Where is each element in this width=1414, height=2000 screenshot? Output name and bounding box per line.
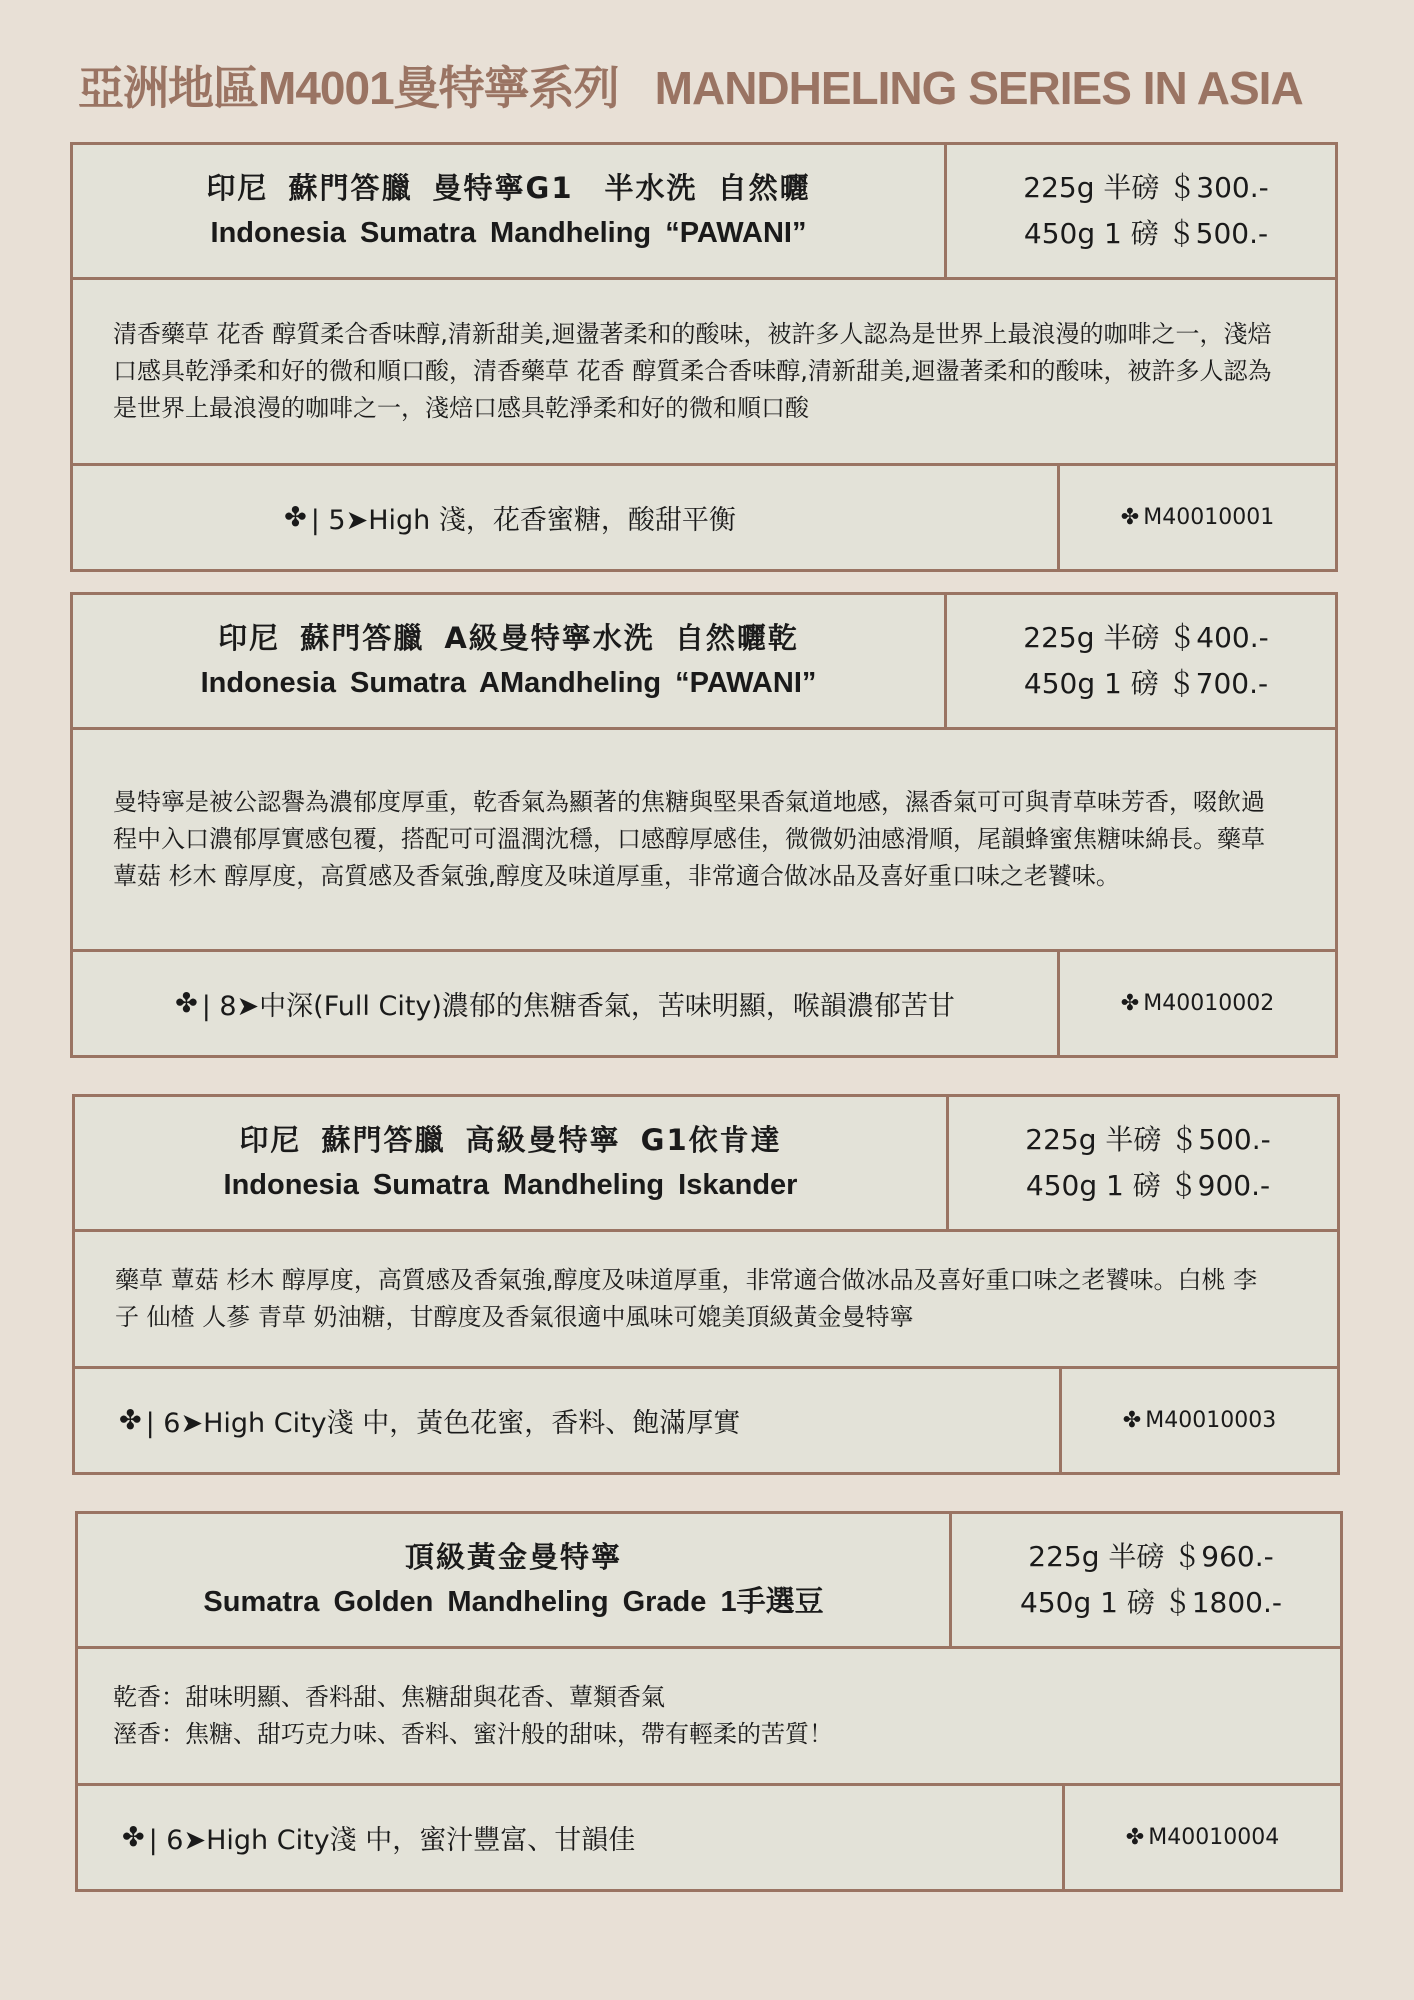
- product-code-text: M40010004: [1148, 1825, 1280, 1850]
- roast-note: [73, 466, 1060, 569]
- product-name-en: Indonesia Sumatra AMandheling “PAWANI”: [200, 667, 817, 699]
- product-code: [1060, 952, 1335, 1055]
- product-code: [1065, 1786, 1340, 1889]
- price-half-pound: 225g 半磅 ＄300.-: [1023, 171, 1269, 204]
- description-wet-aroma: 溼香：焦糖、甜巧克力味、香料、蜜汁般的甜味，帶有輕柔的苦質！: [113, 1720, 833, 1748]
- product-header: [73, 595, 1335, 730]
- product-name-zh: 印尼 蘇門答臘 高級曼特寧 G1依肯達: [239, 1123, 782, 1157]
- product-name-en: Indonesia Sumatra Mandheling Iskander: [223, 1169, 798, 1201]
- product-name: [78, 1514, 952, 1646]
- product-code-text: M40010001: [1143, 505, 1275, 530]
- price-half-pound: 225g 半磅 ＄500.-: [1025, 1123, 1271, 1156]
- roast-note-text: | 5➤High 淺，花香蜜糖，酸甜平衡: [310, 505, 736, 536]
- product-header: [73, 145, 1335, 280]
- roast-note: [73, 952, 1060, 1055]
- description-dry-aroma: 乾香：甜味明顯、香料甜、焦糖甜與花香、蕈類香氣: [113, 1683, 665, 1711]
- clover-icon: ✤: [1120, 991, 1140, 1016]
- product-code: [1062, 1369, 1337, 1472]
- product-name-zh: 印尼 蘇門答臘 A級曼特寧水洗 自然曬乾: [218, 621, 799, 655]
- clover-icon: ✤: [1120, 505, 1140, 530]
- clover-icon: ✤: [1122, 1408, 1142, 1433]
- page-title-en: MANDHELING SERIES IN ASIA: [654, 62, 1303, 114]
- price-list: [947, 145, 1335, 277]
- product-description: 清香藥草 花香 醇質柔合香味醇,清新甜美,迴盪著柔和的酸味，被許多人認為是世界上最浪漫的咖啡之一，淺焙口感具乾淨柔和好的微和順口酸，清香藥草 花香 醇質柔合香味醇,清新甜美,迴盪著柔和的酸味，被許多人認為是世界上最浪漫的咖啡之一，淺焙口感具乾淨柔和好的微和順口酸: [73, 280, 1335, 466]
- product-header: [75, 1097, 1337, 1232]
- clover-icon: ✤: [1125, 1825, 1145, 1850]
- product-description: [78, 1649, 1340, 1786]
- product-code-text: M40010003: [1145, 1408, 1277, 1433]
- price-half-pound: 225g 半磅 ＄400.-: [1023, 621, 1269, 654]
- product-card-1: [70, 142, 1338, 572]
- roast-note: [78, 1786, 1065, 1889]
- product-description: 曼特寧是被公認譽為濃郁度厚重，乾香氣為顯著的焦糖與堅果香氣道地感，濕香氣可可與青草味芳香，啜飲過程中入口濃郁厚實感包覆，搭配可可溫潤沈穩，口感醇厚感佳，微微奶油感滑順，尾韻蜂蜜焦糖味綿長。藥草 蕈菇 杉木 醇厚度，高質感及香氣強,醇度及味道厚重，非常適合做冰品及喜好重口味之老饕味。: [73, 730, 1335, 952]
- product-card-3: [72, 1094, 1340, 1475]
- roast-note: [75, 1369, 1062, 1472]
- product-name-en: Indonesia Sumatra Mandheling “PAWANI”: [210, 217, 807, 249]
- product-name-zh: 印尼 蘇門答臘 曼特寧G1 半水洗 自然曬: [206, 171, 811, 205]
- price-full-pound: 450g 1 磅 ＄1800.-: [1020, 1586, 1282, 1619]
- clover-icon: ✤: [175, 988, 198, 1019]
- roast-note-text: | 6➤High City淺 中，蜜汁豐富、甘韻佳: [148, 1825, 636, 1856]
- product-footer: [73, 466, 1335, 569]
- product-name: [73, 145, 947, 277]
- page-title-zh: 亞洲地區M4001曼特寧系列: [78, 62, 619, 114]
- product-description: 藥草 蕈菇 杉木 醇厚度，高質感及香氣強,醇度及味道厚重，非常適合做冰品及喜好重口味之老饕味。白桃 李子 仙楂 人蔘 青草 奶油糖，甘醇度及香氣很適中風味可媲美頂級黃金曼特寧: [75, 1232, 1337, 1369]
- product-name: [73, 595, 947, 727]
- price-list: [949, 1097, 1337, 1229]
- product-footer: [78, 1786, 1340, 1889]
- roast-note-text: | 6➤High City淺 中，黃色花蜜，香料、飽滿厚實: [145, 1408, 741, 1439]
- price-list: [947, 595, 1335, 727]
- product-card-2: [70, 592, 1338, 1058]
- page-title: [78, 52, 1303, 118]
- product-footer: [75, 1369, 1337, 1472]
- roast-note-text: | 8➤中深(Full City)濃郁的焦糖香氣，苦味明顯，喉韻濃郁苦甘: [201, 991, 955, 1022]
- price-half-pound: 225g 半磅 ＄960.-: [1028, 1540, 1274, 1573]
- price-full-pound: 450g 1 磅 ＄500.-: [1023, 217, 1269, 250]
- clover-icon: ✤: [122, 1822, 145, 1853]
- clover-icon: ✤: [284, 502, 307, 533]
- product-name-zh: 頂級黃金曼特寧: [404, 1540, 622, 1574]
- product-name: [75, 1097, 949, 1229]
- product-card-4: [75, 1511, 1343, 1892]
- price-list: [952, 1514, 1340, 1646]
- product-code: [1060, 466, 1335, 569]
- price-full-pound: 450g 1 磅 ＄700.-: [1023, 667, 1269, 700]
- clover-icon: ✤: [119, 1405, 142, 1436]
- product-code-text: M40010002: [1143, 991, 1275, 1016]
- product-footer: [73, 952, 1335, 1055]
- product-header: [78, 1514, 1340, 1649]
- product-name-en: Sumatra Golden Mandheling Grade 1手選豆: [203, 1586, 824, 1618]
- price-full-pound: 450g 1 磅 ＄900.-: [1025, 1169, 1271, 1202]
